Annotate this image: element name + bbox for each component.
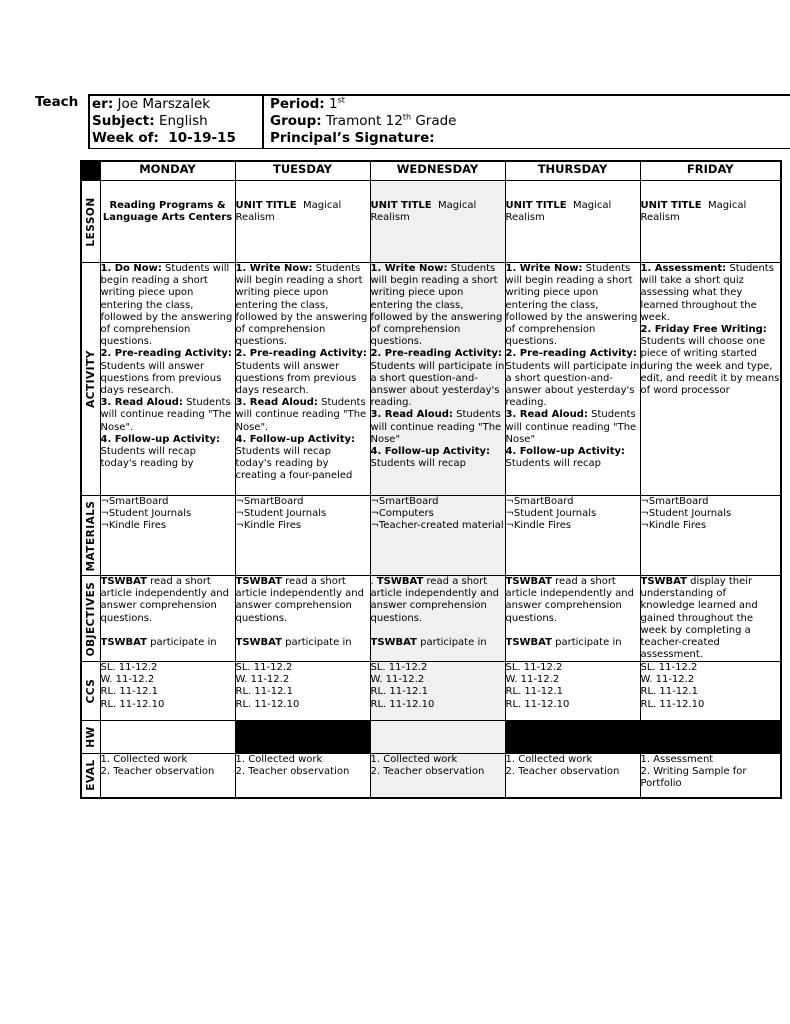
activity-item: 1. Do Now: Students will begin reading a short writing piece upon entering the class, followed by the answering of comprehension questions. xyxy=(100,263,233,348)
eval-tuesday: 1. Collected work 2. Teacher observation xyxy=(235,754,370,798)
row-label-lesson: LESSON xyxy=(81,181,100,263)
lesson-monday: Reading Programs & Language Arts Centers xyxy=(100,181,235,263)
signature-line xyxy=(264,130,790,147)
period-line xyxy=(264,96,790,113)
activity-friday xyxy=(640,263,781,496)
activity-item: 3. Read Aloud: Students will continue reading "The Nose". xyxy=(235,397,367,433)
row-label-objectives: OBJECTIVES xyxy=(81,576,100,662)
objectives-friday: TSWBAT display their understanding of knowledge learned and gained throughout the week by completing a teacher-created assessment. xyxy=(640,576,781,662)
week-line xyxy=(90,130,262,147)
activity-tuesday xyxy=(235,263,370,496)
week-value: 10-19-15 xyxy=(168,130,236,146)
materials-friday: ¬SmartBoard ¬Student Journals ¬Kindle Fires xyxy=(640,496,781,576)
activity-item: 3. Read Aloud: Students will continue reading "The Nose" xyxy=(505,409,637,445)
hw-row xyxy=(81,721,781,754)
activity-item: 2. Pre-reading Activity: Students will participate in a short question-and-answer about yesterday's reading. xyxy=(370,348,505,409)
teacher-label-lead: Teach xyxy=(35,94,79,110)
activity-item: 4. Follow-up Activity: Students will recap xyxy=(370,446,491,470)
plan-header xyxy=(88,94,790,149)
teacher-label: er: xyxy=(92,96,114,112)
lesson-wednesday: UNIT TITLE Magical Realism xyxy=(370,181,505,263)
activity-monday xyxy=(100,263,235,496)
materials-tuesday: ¬SmartBoard ¬Student Journals ¬Kindle Fires xyxy=(235,496,370,576)
activity-thursday xyxy=(505,263,640,496)
eval-friday: 1. Assessment 2. Writing Sample for Portfolio xyxy=(640,754,781,798)
row-label-materials: MATERIALS xyxy=(81,496,100,576)
activity-item: 3. Read Aloud: Students will continue reading "The Nose". xyxy=(100,397,232,433)
header-left-column xyxy=(90,96,264,148)
header-right-column xyxy=(264,96,790,148)
ccs-thursday: SL. 11-12.2 W. 11-12.2 RL. 11-12.1 RL. 11-12.10 xyxy=(505,662,640,721)
period-label: Period: xyxy=(270,96,325,112)
day-friday: FRIDAY xyxy=(640,161,781,181)
lesson-plan-table xyxy=(80,160,782,799)
objectives-tuesday: TSWBAT read a short article independently and answer comprehension questions. TSWBAT participate in xyxy=(235,576,370,662)
day-thursday: THURSDAY xyxy=(505,161,640,181)
activity-item: 4. Follow-up Activity: Students will recap xyxy=(505,446,626,470)
day-monday: MONDAY xyxy=(100,161,235,181)
subject-value: English xyxy=(158,113,208,129)
activity-item: 1. Assessment: Students will take a short quiz assessing what they learned throughout the week. xyxy=(640,263,774,323)
activity-item: 1. Write Now: Students will begin reading a short writing piece upon entering the class, followed by the answering of comprehension questions. xyxy=(370,263,503,348)
activity-item: 2. Pre-reading Activity: Students will answer questions from previous days research. xyxy=(235,348,367,397)
activity-item: 4. Follow-up Activity: Students will recap today's reading by creating a four-paneled xyxy=(235,433,356,482)
activity-wednesday xyxy=(370,263,505,496)
ccs-wednesday: SL. 11-12.2 W. 11-12.2 RL. 11-12.1 RL. 11-12.10 xyxy=(370,662,505,721)
activity-item: 3. Read Aloud: Students will continue reading "The Nose" xyxy=(370,409,502,445)
objectives-thursday: TSWBAT read a short article independently and answer comprehension questions. TSWBAT participate in xyxy=(505,576,640,662)
materials-wednesday: ¬SmartBoard ¬Computers ¬Teacher-created material xyxy=(370,496,505,576)
ccs-row xyxy=(81,662,781,721)
subject-line xyxy=(90,113,262,130)
group-suffix: Grade xyxy=(415,113,457,129)
lesson-friday: UNIT TITLE Magical Realism xyxy=(640,181,781,263)
corner-cell xyxy=(81,161,100,181)
eval-wednesday: 1. Collected work 2. Teacher observation xyxy=(370,754,505,798)
lesson-tuesday: UNIT TITLE Magical Realism xyxy=(235,181,370,263)
subject-label: Subject: xyxy=(92,113,155,129)
group-value: Tramont 12 xyxy=(325,113,403,129)
hw-monday xyxy=(100,721,235,754)
activity-item: 2. Pre-reading Activity: Students will participate in a short question-and-answer about yesterday's reading. xyxy=(505,348,640,409)
row-label-eval: EVAL xyxy=(81,754,100,798)
activity-item: 2. Friday Free Writing: Students will choose one piece of writing started during the week and type, edit, and reedit it by means of word processor xyxy=(640,324,780,397)
group-line xyxy=(264,113,790,130)
materials-thursday: ¬SmartBoard ¬Student Journals ¬Kindle Fires xyxy=(505,496,640,576)
objectives-monday: TSWBAT read a short article independently and answer comprehension questions. TSWBAT participate in xyxy=(100,576,235,662)
row-label-ccs: CCS xyxy=(81,662,100,721)
lesson-thursday: UNIT TITLE Magical Realism xyxy=(505,181,640,263)
activity-item: 4. Follow-up Activity: Students will recap today's reading by xyxy=(100,433,221,470)
objectives-row xyxy=(81,576,781,662)
ccs-monday: SL. 11-12.2 W. 11-12.2 RL. 11-12.1 RL. 11-12.10 xyxy=(100,662,235,721)
teacher-line xyxy=(90,96,262,113)
group-label: Group: xyxy=(270,113,322,129)
week-label: Week of: xyxy=(92,130,159,146)
eval-monday: 1. Collected work 2. Teacher observation xyxy=(100,754,235,798)
hw-tuesday xyxy=(235,721,370,754)
hw-wednesday xyxy=(370,721,505,754)
eval-row xyxy=(81,754,781,798)
activity-row xyxy=(81,263,781,496)
period-sup: st xyxy=(337,95,345,105)
materials-row xyxy=(81,496,781,576)
group-sup: th xyxy=(402,112,412,122)
eval-thursday: 1. Collected work 2. Teacher observation xyxy=(505,754,640,798)
hw-thursday xyxy=(505,721,640,754)
ccs-friday: SL. 11-12.2 W. 11-12.2 RL. 11-12.1 RL. 11-12.10 xyxy=(640,662,781,721)
day-header-row xyxy=(81,161,781,181)
activity-item: 2. Pre-reading Activity: Students will answer questions from previous days research. xyxy=(100,348,232,397)
activity-item: 1. Write Now: Students will begin reading a short writing piece upon entering the class, followed by the answering of comprehension questions. xyxy=(235,263,368,348)
day-wednesday: WEDNESDAY xyxy=(370,161,505,181)
hw-friday xyxy=(640,721,781,754)
ccs-tuesday: SL. 11-12.2 W. 11-12.2 RL. 11-12.1 RL. 11-12.10 xyxy=(235,662,370,721)
activity-item: 1. Write Now: Students will begin reading a short writing piece upon entering the class, followed by the answering of comprehension questions. xyxy=(505,263,638,348)
signature-label: Principal’s Signature: xyxy=(270,130,435,146)
day-tuesday: TUESDAY xyxy=(235,161,370,181)
row-label-hw: HW xyxy=(81,721,100,754)
objectives-wednesday: . TSWBAT read a short article independently and answer comprehension questions. TSWBAT participate in xyxy=(370,576,505,662)
period-value: 1 xyxy=(328,96,338,112)
teacher-value: Joe Marszalek xyxy=(117,96,211,112)
row-label-activity: ACTIVITY xyxy=(81,263,100,496)
materials-monday: ¬SmartBoard ¬Student Journals ¬Kindle Fires xyxy=(100,496,235,576)
lesson-row xyxy=(81,181,781,263)
